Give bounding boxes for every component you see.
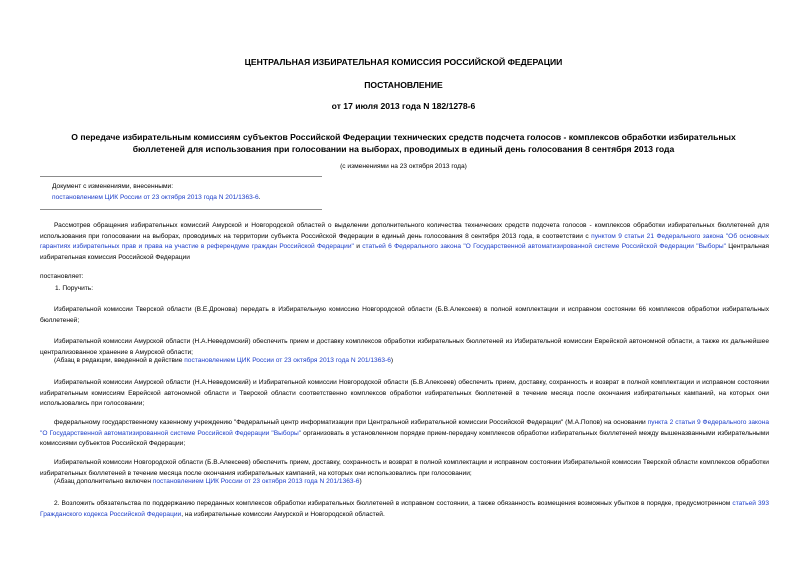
- amendments-label: Документ с изменениями, внесенными:: [52, 183, 174, 190]
- note-1-link[interactable]: постановлением ЦИК России от 23 октября 2013 года N 201/1363-6: [184, 357, 391, 364]
- note-2: [54, 477, 362, 487]
- title-line-2: бюллетеней для использования при голосовании на выборах, проводимых в единый день голосования 8 сентября 2013 года: [132, 144, 675, 154]
- paragraph-amur: Избирательной комиссии Амурской области (Н.А.Неведомский) обеспечить прием и доставку комплексов обработки избирательных бюллетеней из Избирательной комиссии Еврейской автономной области, а также их дальнейшее централизованное хранение в Амурской области;: [40, 338, 769, 356]
- issuer-heading: ЦЕНТРАЛЬНАЯ ИЗБИРАТЕЛЬНАЯ КОМИССИЯ РОССИЙСКОЙ ФЕДЕРАЦИИ: [244, 57, 563, 67]
- amendment-note: (с изменениями на 23 октября 2013 года): [340, 163, 467, 170]
- paragraph-novgorod: Избирательной комиссии Новгородской области (Б.В.Алексеев) обеспечить прием, доставку, сохранность и возврат в полной комплектации и исправном состоянии Избирательной комиссии Тверской области комплексов обработки избирательных бюллетеней в течение месяца после окончания избирательных кампаний, на которых они использовались при голосовании;: [40, 459, 769, 477]
- note-1-prefix: (Абзац в редакции, введенной в действие: [54, 357, 185, 364]
- document-title: [40, 131, 767, 155]
- document-type: ПОСТАНОВЛЕНИЕ: [364, 80, 443, 90]
- fed-text-2: организовать в установленном порядке прием-передачу комплексов обработки избирательных бюллетеней между вышеназванными избирательными комиссиями субъектов Российской Федерации;: [40, 429, 769, 448]
- amendments-link-line: [52, 193, 261, 202]
- preamble-text-1: Рассмотрев обращения избирательных комиссий Амурской и Новгородской областей о выделении дополнительного количества технических средств подсчета голосов - комплексов обработки избирательных бюллетеней для использования при голосовании на выборах, проводимых на территории субъекта Российской Федерации в единый день голосования 8 сентября 2013 года, в соответствии с: [40, 222, 769, 240]
- paragraph-amur-novgorod: Избирательной комиссии Амурской области (Н.А.Неведомский) и Избирательной комиссии Новгородской области (Б.В.Алексеев) обеспечить прием, доставку, сохранность и возврат в полной комплектации и исправном состоянии избирательным комиссиям Еврейской автономной области и Тверской области соответственно комплексов обработки избирательных бюллетеней в течение месяца после окончания избирательных кампаний, на которых они использовались при голосовании;: [40, 379, 769, 408]
- item-2-text-1: 2. Возложить обязательства по поддержанию переданных комплексов обработки избирательных бюллетеней в исправном состоянии, а также обязанность возмещения возможных убытков в порядке, предусмотренном: [54, 500, 733, 507]
- paragraph-federal-center: [40, 418, 769, 450]
- note-2-suffix: ): [359, 478, 362, 485]
- item-2-text-2: , на избирательные комиссии Амурской и Новгородской областей.: [181, 510, 385, 518]
- fed-text-1: федеральному государственному казенному учреждению "Федеральный центр информатизации при Центральной избирательной комиссии Российской Федерации" (М.А.Попов) на основании: [54, 419, 648, 426]
- amendment-link[interactable]: постановлением ЦИК России от 23 октября 2013 года N 201/1363-6: [52, 194, 259, 201]
- note-1: [54, 356, 393, 366]
- note-1-suffix: ): [390, 357, 394, 364]
- link-law-article-6[interactable]: статьей 6 Федерального закона "О Государственной автоматизированной системе Российской Федерации "Выборы": [362, 243, 726, 251]
- preamble-text-3: Центральная избирательная комиссия Российской Федерации: [40, 243, 769, 261]
- item-1-heading: 1. Поручить:: [55, 285, 94, 292]
- link-law-article-9[interactable]: пункта 2 статьи 9 Федерального закона "О Государственной автоматизированной системе Российской Федерации "Выборы": [40, 419, 769, 437]
- item-2-paragraph: [40, 499, 769, 520]
- link-civil-code-393[interactable]: статьей 393 Гражданского кодекса Российской Федерации: [40, 500, 769, 518]
- amendments-reference-box: [40, 176, 322, 210]
- resolves-text: постановляет:: [40, 273, 84, 280]
- title-line-1: О передаче избирательным комиссиям субъектов Российской Федерации технических средств подсчета голосов - комплексов обработки избирательных: [71, 132, 736, 142]
- preamble-text-2: и: [353, 243, 363, 251]
- paragraph-tver: Избирательной комиссии Тверской области (В.Е.Дронова) передать в Избирательную комиссию Новгородской области (Б.В.Алексеев) в полной комплектации и исправном состоянии 66 комплексов обработки избирательных бюллетеней;: [40, 306, 769, 324]
- preamble-paragraph: [40, 221, 769, 263]
- amendment-link-suffix: .: [258, 194, 261, 201]
- note-2-prefix: (Абзац дополнительно включен: [54, 478, 153, 485]
- link-law-article-21[interactable]: пунктом 9 статьи 21 Федерального закона "Об основных гарантиях избирательных прав и права на участие в референдуме граждан Российской Федерации": [40, 232, 769, 251]
- document-date-number: от 17 июля 2013 года N 182/1278-6: [331, 101, 476, 111]
- note-2-link[interactable]: постановлением ЦИК России от 23 октября 2013 года N 201/1363-6: [152, 478, 360, 485]
